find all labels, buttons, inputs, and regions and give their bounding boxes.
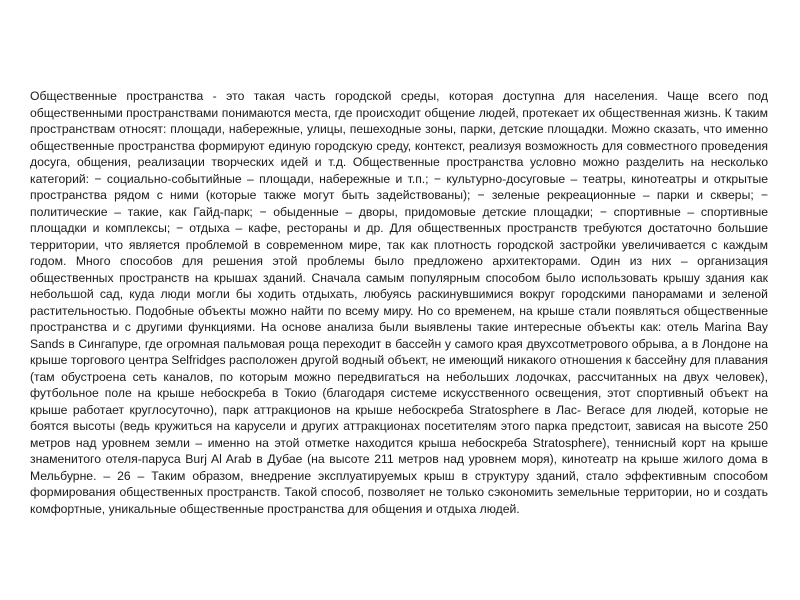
- body-paragraph: Общественные пространства - это такая часть городской среды, которая доступна для населения. Чаще всего под общественными пространствами понимаются места, где происходит общение людей, протекает их общественная жизнь. К таким пространствам относят: площади, набережные, улицы, пешеходные зоны, парки, детские площадки. Можно сказать, что именно общественные пространства формируют единую городскую среду, контекст, реализуя возможность для совместного проведения досуга, общения, реализации творческих идей и т.д. Общественные пространства условно можно разделить на несколько категорий: − социально-событийные – площади, набережные и т.п.; − культурно-досуговые – театры, кинотеатры и открытые пространства рядом с ними (которые также могут быть задействованы); − зеленые рекреационные – парки и скверы; − политические – такие, как Гайд-парк; − обыденные – дворы, придомовые детские площадки; − спортивные – спортивные площадки и комплексы; − отдыха – кафе, рестораны и др. Для общественных пространств требуются достаточно большие территории, что является проблемой в современном мире, так как плотность городской застройки увеличивается с каждым годом. Много способов для решения этой проблемы было предложено архитекторами. Один из них – организация общественных пространств на крышах зданий. Сначала самым популярным способом было использовать крышу здания как небольшой сад, куда люди могли бы ходить отдыхать, любуясь раскинувшимися вокруг городскими панорамами и зеленой растительностью. Подобные объекты можно найти по всему миру. Но со временем, на крыше стали появляться общественные пространства и с другими функциями. На основе анализа были выявлены такие интересные объекты как: отель Marina Bay Sands в Сингапуре, где огромная пальмовая роща переходит в бассейн у самого края двухсотметрового обрыва, а в Лондоне на крыше торгового центра Selfridges расположен другой водный объект, не имеющий никакого отношения к бассейну для плавания (там обустроена сеть каналов, по которым можно передвигаться на небольших лодочках, рассчитанных на двух человек), футбольное поле на крыше небоскреба в Токио (благодаря системе искусственного освещения, этот спортивный объект на крыше работает круглосуточно), парк аттракционов на крыше небоскреба Stratosphere в Лас- Вегасе для людей, которые не боятся высоты (ведь кружиться на карусели и других аттракционах посетителям этого парка предстоит, зависая на высоте 250 метров над уровнем земли – именно на этой отметке находится крыша небоскреба Stratosphere), теннисный корт на крыше знаменитого отеля-паруса Burj Al Arab в Дубае (на высоте 211 метров над уровнем моря), кинотеатр на крыше жилого дома в Мельбурне. – 26 – Таким образом, внедрение эксплуатируемых крыш в структуру зданий, стало эффективным способом формирования общественных пространств. Такой способ, позволяет не только сэкономить земельные территории, но и создать комфортные, уникальные общественные пространства для общения и отдыха людей.: [30, 89, 768, 516]
